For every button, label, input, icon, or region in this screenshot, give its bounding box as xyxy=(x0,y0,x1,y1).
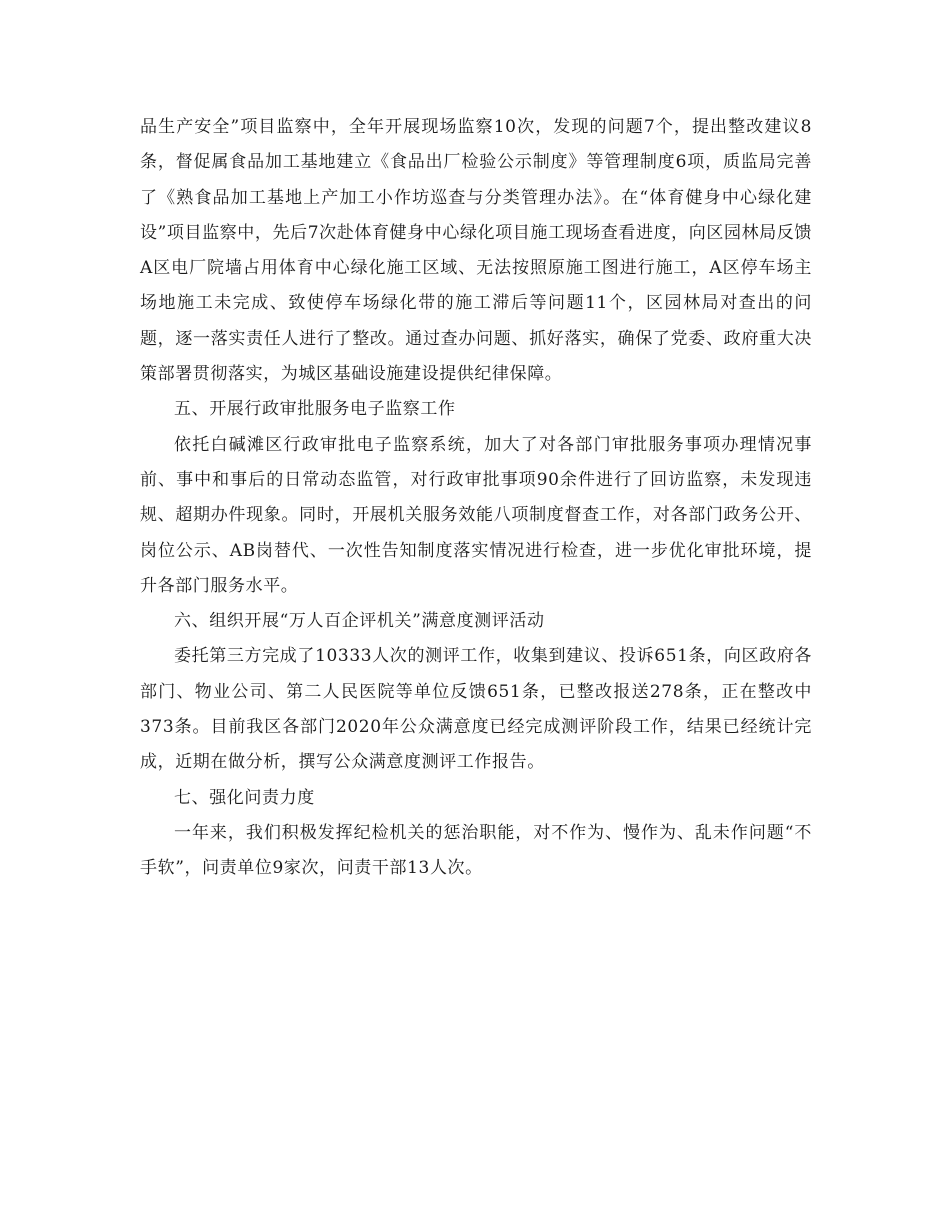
document-body xyxy=(140,110,812,887)
paragraph-section-5: 依托白碱滩区行政审批电子监察系统，加大了对各部门审批服务事项办理情况事前、事中和事后的日常动态监管，对行政审批事项90余件进行了回访监察，未发现违规、超期办件现象。同时，开展机关服务效能八项制度督查工作，对各部门政务公开、岗位公示、AB岗替代、一次性告知制度落实情况进行检查，进一步优化审批环境，提升各部门服务水平。 xyxy=(140,434,812,596)
paragraph-continuation: 品生产安全”项目监察中，全年开展现场监察10次，发现的问题7个，提出整改建议8条，督促属食品加工基地建立《食品出厂检验公示制度》等管理制度6项，质监局完善了《熟食品加工基地上产加工小作坊巡查与分类管理办法》。在“体育健身中心绿化建设”项目监察中，先后7次赴体育健身中心绿化项目施工现场查看进度，向区园林局反馈A区电厂院墙占用体育中心绿化施工区域、无法按照原施工图进行施工，A区停车场主场地施工未完成、致使停车场绿化带的施工滞后等问题11个，区园林局对查出的问题，逐一落实责任人进行了整改。通过查办问题、抓好落实，确保了党委、政府重大决策部署贯彻落实，为城区基础设施建设提供纪律保障。 xyxy=(140,117,812,385)
section-heading-6: 六、组织开展“万人百企评机关”满意度测评活动 xyxy=(174,611,545,632)
section-heading-7: 七、强化问责力度 xyxy=(174,787,315,808)
paragraph-section-6: 委托第三方完成了10333人次的测评工作，收集到建议、投诉651条，向区政府各部门、物业公司、第二人民医院等单位反馈651条，已整改报送278条，正在整改中373条。目前我区各部门2020年公众满意度已经完成测评阶段工作，结果已经统计完成，近期在做分析，撰写公众满意度测评工作报告。 xyxy=(140,646,812,773)
section-heading-5: 五、开展行政审批服务电子监察工作 xyxy=(174,399,456,420)
paragraph-section-7: 一年来，我们积极发挥纪检机关的惩治职能，对不作为、慢作为、乱未作问题“不手软”，问责单位9家次，问责干部13人次。 xyxy=(140,822,812,879)
